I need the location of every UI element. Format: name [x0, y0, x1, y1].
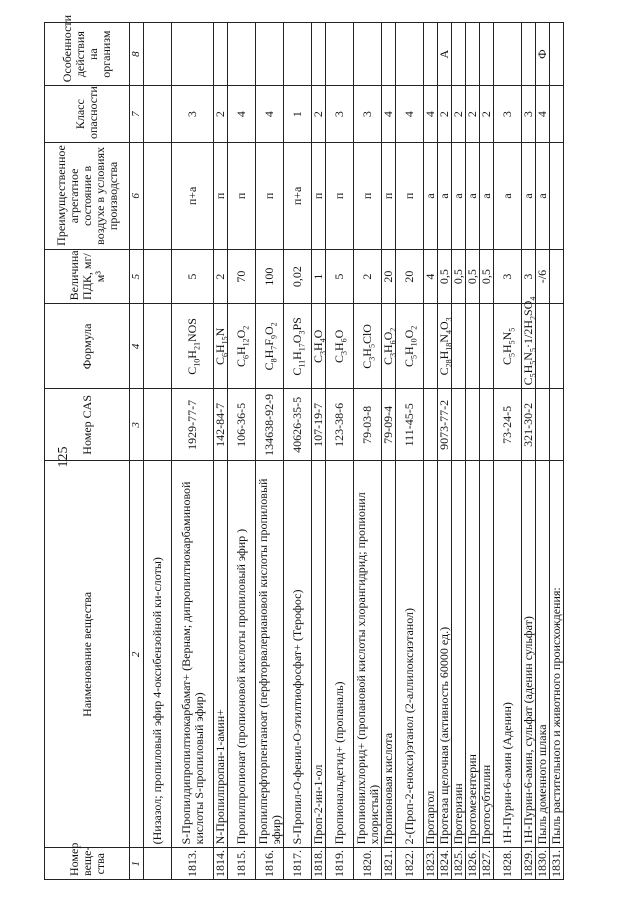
cas-number: [424, 389, 438, 461]
formula: [452, 304, 466, 389]
table-row: [312, 23, 326, 880]
substance-name: 1Н-Пурин-6-амин, сульфат (аденин сульфат): [522, 461, 536, 848]
substance-name: N-Пропилпропан-1-амин+: [214, 461, 228, 848]
substance-name: (Низазол; пропиловый эфир 4-оксибензойной ки-слоты): [144, 461, 172, 848]
hazard-class: 4: [536, 86, 550, 143]
effect-note: [214, 23, 228, 86]
aggregate-state: а: [536, 142, 550, 249]
formula: $C_5H_5N_5\cdot 1/2H_2SO_4$: [522, 304, 536, 389]
pdk-value: 1: [312, 249, 326, 304]
effect-note: [424, 23, 438, 86]
column-number-row: [130, 23, 144, 880]
aggregate-state: п+а: [284, 142, 312, 249]
column-number: 6: [130, 142, 144, 249]
substance-number: 1826.: [466, 848, 480, 880]
substance-number: 1822.: [396, 848, 424, 880]
pdk-value: 5: [326, 249, 354, 304]
hazard-class: 3: [522, 86, 536, 143]
cas-number: [466, 389, 480, 461]
formula: $C_3H_5ClO$: [354, 304, 382, 389]
table-row: [466, 23, 480, 880]
effect-note: [256, 23, 284, 86]
substance-name: 1Н-Пурин-6-амин (Аденин): [494, 461, 522, 848]
table-row: [382, 23, 396, 880]
cas-number: 9073-77-2: [438, 389, 452, 461]
header-row: [45, 23, 130, 880]
pdk-value: [144, 249, 172, 304]
pdk-value: 2: [354, 249, 382, 304]
table-row: [326, 23, 354, 880]
substance-name: Пыль доменного шлака: [536, 461, 550, 848]
formula: [480, 304, 494, 389]
table-row: [396, 23, 424, 880]
rotated-table-wrapper: [44, 14, 630, 880]
pdk-value: 4: [424, 249, 438, 304]
table-row: [172, 23, 214, 880]
effect-note: А: [438, 23, 452, 86]
aggregate-state: п: [228, 142, 256, 249]
cas-number: 73-24-5: [494, 389, 522, 461]
substance-number: 1814.: [214, 848, 228, 880]
hazard-class: [550, 86, 564, 143]
table-row: [424, 23, 438, 880]
substance-number: 1820.: [354, 848, 382, 880]
pdk-value: 0,02: [284, 249, 312, 304]
hazard-class: [144, 86, 172, 143]
effect-note: [354, 23, 382, 86]
effect-note: [452, 23, 466, 86]
formula: $C_{10}H_{21}NOS$: [172, 304, 214, 389]
formula: $C_5H_5N_5$: [494, 304, 522, 389]
cas-number: 123-38-6: [326, 389, 354, 461]
substance-name: Пропилпропионат (пропионовой кислоты пропиловый эфир ): [228, 461, 256, 848]
effect-note: [144, 23, 172, 86]
substance-number: 1831.: [550, 848, 564, 880]
effect-note: [522, 23, 536, 86]
aggregate-state: а: [480, 142, 494, 249]
cas-number: 79-09-4: [382, 389, 396, 461]
page-number: 125: [56, 446, 71, 468]
formula: $C_5H_{10}O_2$: [396, 304, 424, 389]
hazard-class: 4: [396, 86, 424, 143]
substance-number: 1827.: [480, 848, 494, 880]
pdk-value: 2: [214, 249, 228, 304]
column-number: 4: [130, 304, 144, 389]
cas-number: [452, 389, 466, 461]
pdk-value: 0,5: [438, 249, 452, 304]
header-cell: Величина ПДК, мг/м³: [45, 249, 130, 304]
table-row: [522, 23, 536, 880]
substance-name: Протаргол: [424, 461, 438, 848]
aggregate-state: а: [522, 142, 536, 249]
hazard-class: 4: [424, 86, 438, 143]
formula: [144, 304, 172, 389]
formula: $C_{28}H_{18}N_4O_3$: [438, 304, 452, 389]
cas-number: 79-03-8: [354, 389, 382, 461]
formula: $C_3H_6O_2$: [382, 304, 396, 389]
cas-number: 106-36-5: [228, 389, 256, 461]
aggregate-state: а: [438, 142, 452, 249]
pdk-value: 3: [522, 249, 536, 304]
column-number: 1: [130, 848, 144, 880]
table-row: [494, 23, 522, 880]
cas-number: 134638-92-9: [256, 389, 284, 461]
substance-name: S-Пропилдипропилтиокарбамат+ (Вернам; дипропилтиокарбаминовой кислоты S-пропиловый эфир): [172, 461, 214, 848]
table-row: [550, 23, 564, 880]
effect-note: [480, 23, 494, 86]
substance-name: Пропионилхлорид+ (пропановой кислоты хлорангидрид; пропионил хлористый): [354, 461, 382, 848]
hazard-class: 1: [284, 86, 312, 143]
formula: [466, 304, 480, 389]
hazard-class: 3: [354, 86, 382, 143]
cas-number: 1929-77-7: [172, 389, 214, 461]
header-cell: Номер CAS: [45, 389, 130, 461]
cas-number: [144, 389, 172, 461]
table-row: [144, 23, 172, 880]
aggregate-state: п: [256, 142, 284, 249]
header-cell: Наименование вещества: [45, 461, 130, 848]
formula: $C_6H_{15}N$: [214, 304, 228, 389]
effect-note: [326, 23, 354, 86]
substance-name: Пропионовая кислота: [382, 461, 396, 848]
pdk-value: 20: [382, 249, 396, 304]
substance-number: 1824.: [438, 848, 452, 880]
effect-note: [312, 23, 326, 86]
hazard-class: 4: [228, 86, 256, 143]
pdk-value: [550, 249, 564, 304]
table-row: [438, 23, 452, 880]
aggregate-state: [550, 142, 564, 249]
column-number: 3: [130, 389, 144, 461]
hazard-class: 2: [480, 86, 494, 143]
table-body: [144, 23, 564, 880]
hazard-class: 2: [452, 86, 466, 143]
cas-number: 142-84-7: [214, 389, 228, 461]
substance-name: Протеаза щелочная (активность 60000 ед.): [438, 461, 452, 848]
pdk-value: -/6: [536, 249, 550, 304]
hazard-class: 3: [172, 86, 214, 143]
substance-number: 1829.: [522, 848, 536, 880]
header-cell: Номер веще-ства: [45, 848, 130, 880]
substance-number: [144, 848, 172, 880]
substance-number: 1830.: [536, 848, 550, 880]
hazard-class: 4: [382, 86, 396, 143]
substances-table: [44, 14, 564, 880]
pdk-value: 20: [396, 249, 424, 304]
effect-note: [228, 23, 256, 86]
table-row: [228, 23, 256, 880]
table-row: [480, 23, 494, 880]
aggregate-state: [144, 142, 172, 249]
aggregate-state: а: [424, 142, 438, 249]
substance-number: 1819.: [326, 848, 354, 880]
cas-number: 321-30-2: [522, 389, 536, 461]
hazard-class: 2: [312, 86, 326, 143]
aggregate-state: п: [382, 142, 396, 249]
pdk-value: 3: [494, 249, 522, 304]
formula: $C_3H_4O$: [312, 304, 326, 389]
substance-name: Пыль растительного и животного происхождения:: [550, 461, 564, 848]
aggregate-state: п: [214, 142, 228, 249]
substance-number: 1823.: [424, 848, 438, 880]
hazard-class: 2: [214, 86, 228, 143]
substance-number: 1817.: [284, 848, 312, 880]
formula: [550, 304, 564, 389]
substance-number: 1828.: [494, 848, 522, 880]
substance-name: Пропилперфторпентаноат (перфторвалериановой кислоты пропиловый эфир): [256, 461, 284, 848]
substance-name: Протомезентерин: [466, 461, 480, 848]
substance-number: 1821.: [382, 848, 396, 880]
hazard-class: 3: [494, 86, 522, 143]
substance-name: Протосубтилин: [480, 461, 494, 848]
cas-number: [480, 389, 494, 461]
aggregate-state: а: [494, 142, 522, 249]
pdk-value: 70: [228, 249, 256, 304]
effect-note: [172, 23, 214, 86]
header-cell: Преимущественное агрегатное состояние в воздухе в условиях производства: [45, 142, 130, 249]
effect-note: [284, 23, 312, 86]
table-row: [284, 23, 312, 880]
formula: $C_3H_6O$: [326, 304, 354, 389]
cas-number: [550, 389, 564, 461]
hazard-class: 3: [326, 86, 354, 143]
column-number: 8: [130, 23, 144, 86]
header-cell: Формула: [45, 304, 130, 389]
effect-note: [466, 23, 480, 86]
hazard-class: 2: [438, 86, 452, 143]
table-row: [354, 23, 382, 880]
aggregate-state: а: [452, 142, 466, 249]
cas-number: [536, 389, 550, 461]
pdk-value: 100: [256, 249, 284, 304]
header-cell: Особенности действия на организм: [45, 23, 130, 86]
table-row: [256, 23, 284, 880]
substance-number: 1818.: [312, 848, 326, 880]
substance-number: 1816.: [256, 848, 284, 880]
substance-name: Проп-2-ин-1-ол: [312, 461, 326, 848]
substance-number: 1825.: [452, 848, 466, 880]
table-row: [214, 23, 228, 880]
formula: [536, 304, 550, 389]
formula: $C_6H_{12}O_2$: [228, 304, 256, 389]
hazard-class: 2: [466, 86, 480, 143]
aggregate-state: п: [354, 142, 382, 249]
hazard-class: 4: [256, 86, 284, 143]
aggregate-state: п: [312, 142, 326, 249]
substance-name: S-Пропил-О-фенил-О-этилтиофосфат+ (Терофос): [284, 461, 312, 848]
substance-name: Протеризин: [452, 461, 466, 848]
cas-number: 107-19-7: [312, 389, 326, 461]
aggregate-state: п: [326, 142, 354, 249]
pdk-value: 0,5: [480, 249, 494, 304]
table-row: [452, 23, 466, 880]
aggregate-state: п: [396, 142, 424, 249]
pdk-value: 0,5: [466, 249, 480, 304]
effect-note: [494, 23, 522, 86]
aggregate-state: п+а: [172, 142, 214, 249]
effect-note: [382, 23, 396, 86]
substance-name: Пропиональдегид+ (пропаналь): [326, 461, 354, 848]
substance-number: 1815.: [228, 848, 256, 880]
column-number: 2: [130, 461, 144, 848]
cas-number: 111-45-5: [396, 389, 424, 461]
aggregate-state: а: [466, 142, 480, 249]
column-number: 5: [130, 249, 144, 304]
substance-number: 1813.: [172, 848, 214, 880]
formula: $C_{11}H_{17}O_3PS$: [284, 304, 312, 389]
table-row: [536, 23, 550, 880]
formula: $C_8H_7F_9O_2$: [256, 304, 284, 389]
substance-name: 2-(Проп-2-енокси)этанол (2-аллилоксиэтанол): [396, 461, 424, 848]
effect-note: Ф: [536, 23, 550, 86]
header-cell: Класс опасности: [45, 86, 130, 143]
pdk-value: 5: [172, 249, 214, 304]
effect-note: [396, 23, 424, 86]
cas-number: 40626-35-5: [284, 389, 312, 461]
pdk-value: 0,5: [452, 249, 466, 304]
formula: [424, 304, 438, 389]
column-number: 7: [130, 86, 144, 143]
effect-note: [550, 23, 564, 86]
